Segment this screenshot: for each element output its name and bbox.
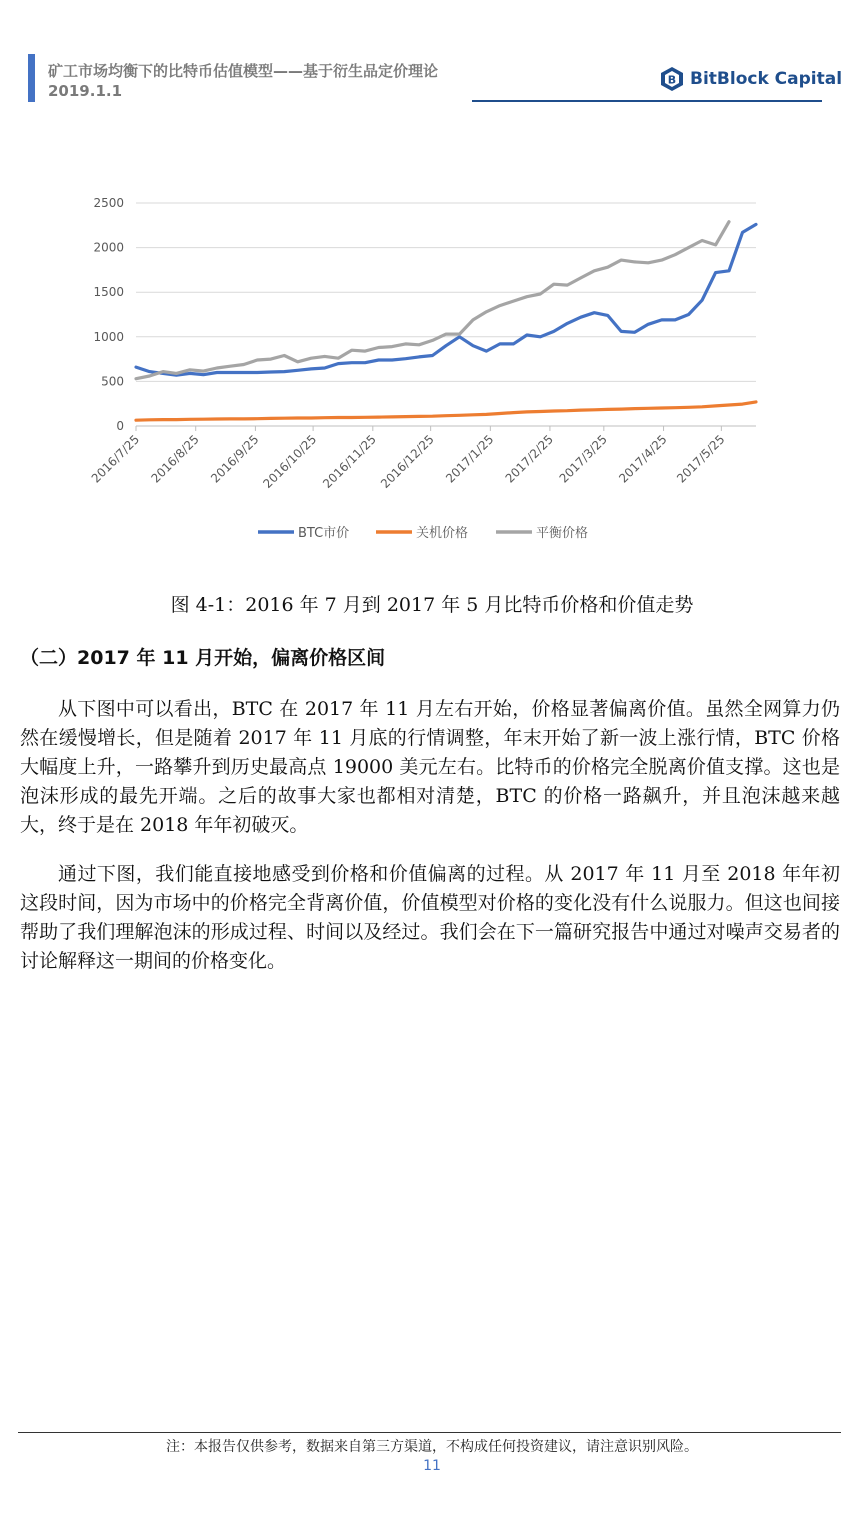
series-line bbox=[136, 402, 756, 420]
svg-text:B: B bbox=[667, 73, 677, 87]
figure-caption: 图 4-1：2016 年 7 月到 2017 年 5 月比特币价格和价值走势 bbox=[170, 594, 694, 616]
x-tick-label: 2016/11/25 bbox=[320, 432, 379, 492]
footer-rule bbox=[18, 1432, 841, 1433]
y-axis-ticks bbox=[93, 196, 124, 433]
x-tick-label: 2016/8/25 bbox=[148, 432, 202, 486]
y-tick-label: 2000 bbox=[93, 240, 124, 255]
y-tick-label: 1500 bbox=[93, 285, 124, 300]
y-tick-label: 2500 bbox=[93, 196, 124, 210]
chart-legend bbox=[258, 525, 588, 541]
section-heading: （二）2017 年 11 月开始，偏离价格区间 bbox=[20, 647, 386, 669]
header-rule bbox=[472, 100, 822, 102]
y-tick-label: 1000 bbox=[93, 329, 124, 344]
x-tick-label: 2016/7/25 bbox=[88, 432, 143, 486]
chart-grid bbox=[136, 203, 756, 426]
btc-price-value-chart bbox=[60, 180, 780, 560]
x-tick-label: 2017/4/25 bbox=[616, 432, 670, 486]
page-number: 11 bbox=[423, 1458, 441, 1474]
x-tick-label: 2016/12/25 bbox=[377, 432, 437, 492]
y-tick-label: 0 bbox=[116, 419, 124, 433]
chart-series bbox=[136, 222, 756, 421]
report-title: 矿工市场均衡下的比特币估值模型——基于衍生品定价理论 bbox=[48, 62, 439, 80]
x-tick-label: 2017/1/25 bbox=[443, 432, 497, 486]
legend-label: BTC市价 bbox=[298, 526, 350, 541]
legend-label: 平衡价格 bbox=[536, 526, 589, 541]
brand-name: BitBlock Capital bbox=[690, 69, 843, 89]
disclaimer-note: 注：本报告仅供参考，数据来自第三方渠道，不构成任何投资建议，请注意识别风险。 bbox=[166, 1439, 698, 1455]
brand bbox=[660, 66, 842, 92]
x-tick-label: 2017/2/25 bbox=[502, 432, 557, 486]
series-line bbox=[136, 224, 756, 375]
x-axis-ticks bbox=[89, 426, 728, 491]
report-date: 2019.1.1 bbox=[48, 82, 123, 100]
x-tick-label: 2016/10/25 bbox=[260, 432, 320, 492]
y-tick-label: 500 bbox=[101, 374, 124, 389]
legend-label: 关机价格 bbox=[416, 526, 469, 541]
paragraph: 从下图中可以看出，BTC 在 2017 年 11 月左右开始，价格显著偏离价值。虽然全网算力仍然在缓慢增长，但是随着 2017 年 11 月底的行情调整，年末开始了新一波上涨行情，BTC 价格大幅度上升，一路攀升到历史最高点 19000 美元左右。比特币的价格完全脱离价值支撑。这也是泡沫形成的最先开端。之后的故事大家也都相对清楚，BTC 的价格一路飙升，并且泡沫越来越大，终于是在 2018 年年初破灭。 bbox=[20, 698, 840, 836]
bitblock-logo-icon bbox=[660, 66, 684, 92]
paragraph: 通过下图，我们能直接地感受到价格和价值偏离的过程。从 2017 年 11 月至 2018 年年初这段时间，因为市场中的价格完全背离价值，价值模型对价格的变化没有什么说服力。但这也间接帮助了我们理解泡沫的形成过程、时间以及经过。我们会在下一篇研究报告中通过对噪声交易者的讨论解释这一期间的价格变化。 bbox=[20, 863, 840, 972]
x-tick-label: 2017/5/25 bbox=[674, 432, 728, 486]
header-accent-bar bbox=[28, 54, 35, 102]
x-tick-label: 2016/9/25 bbox=[208, 432, 262, 486]
x-tick-label: 2017/3/25 bbox=[556, 432, 610, 486]
